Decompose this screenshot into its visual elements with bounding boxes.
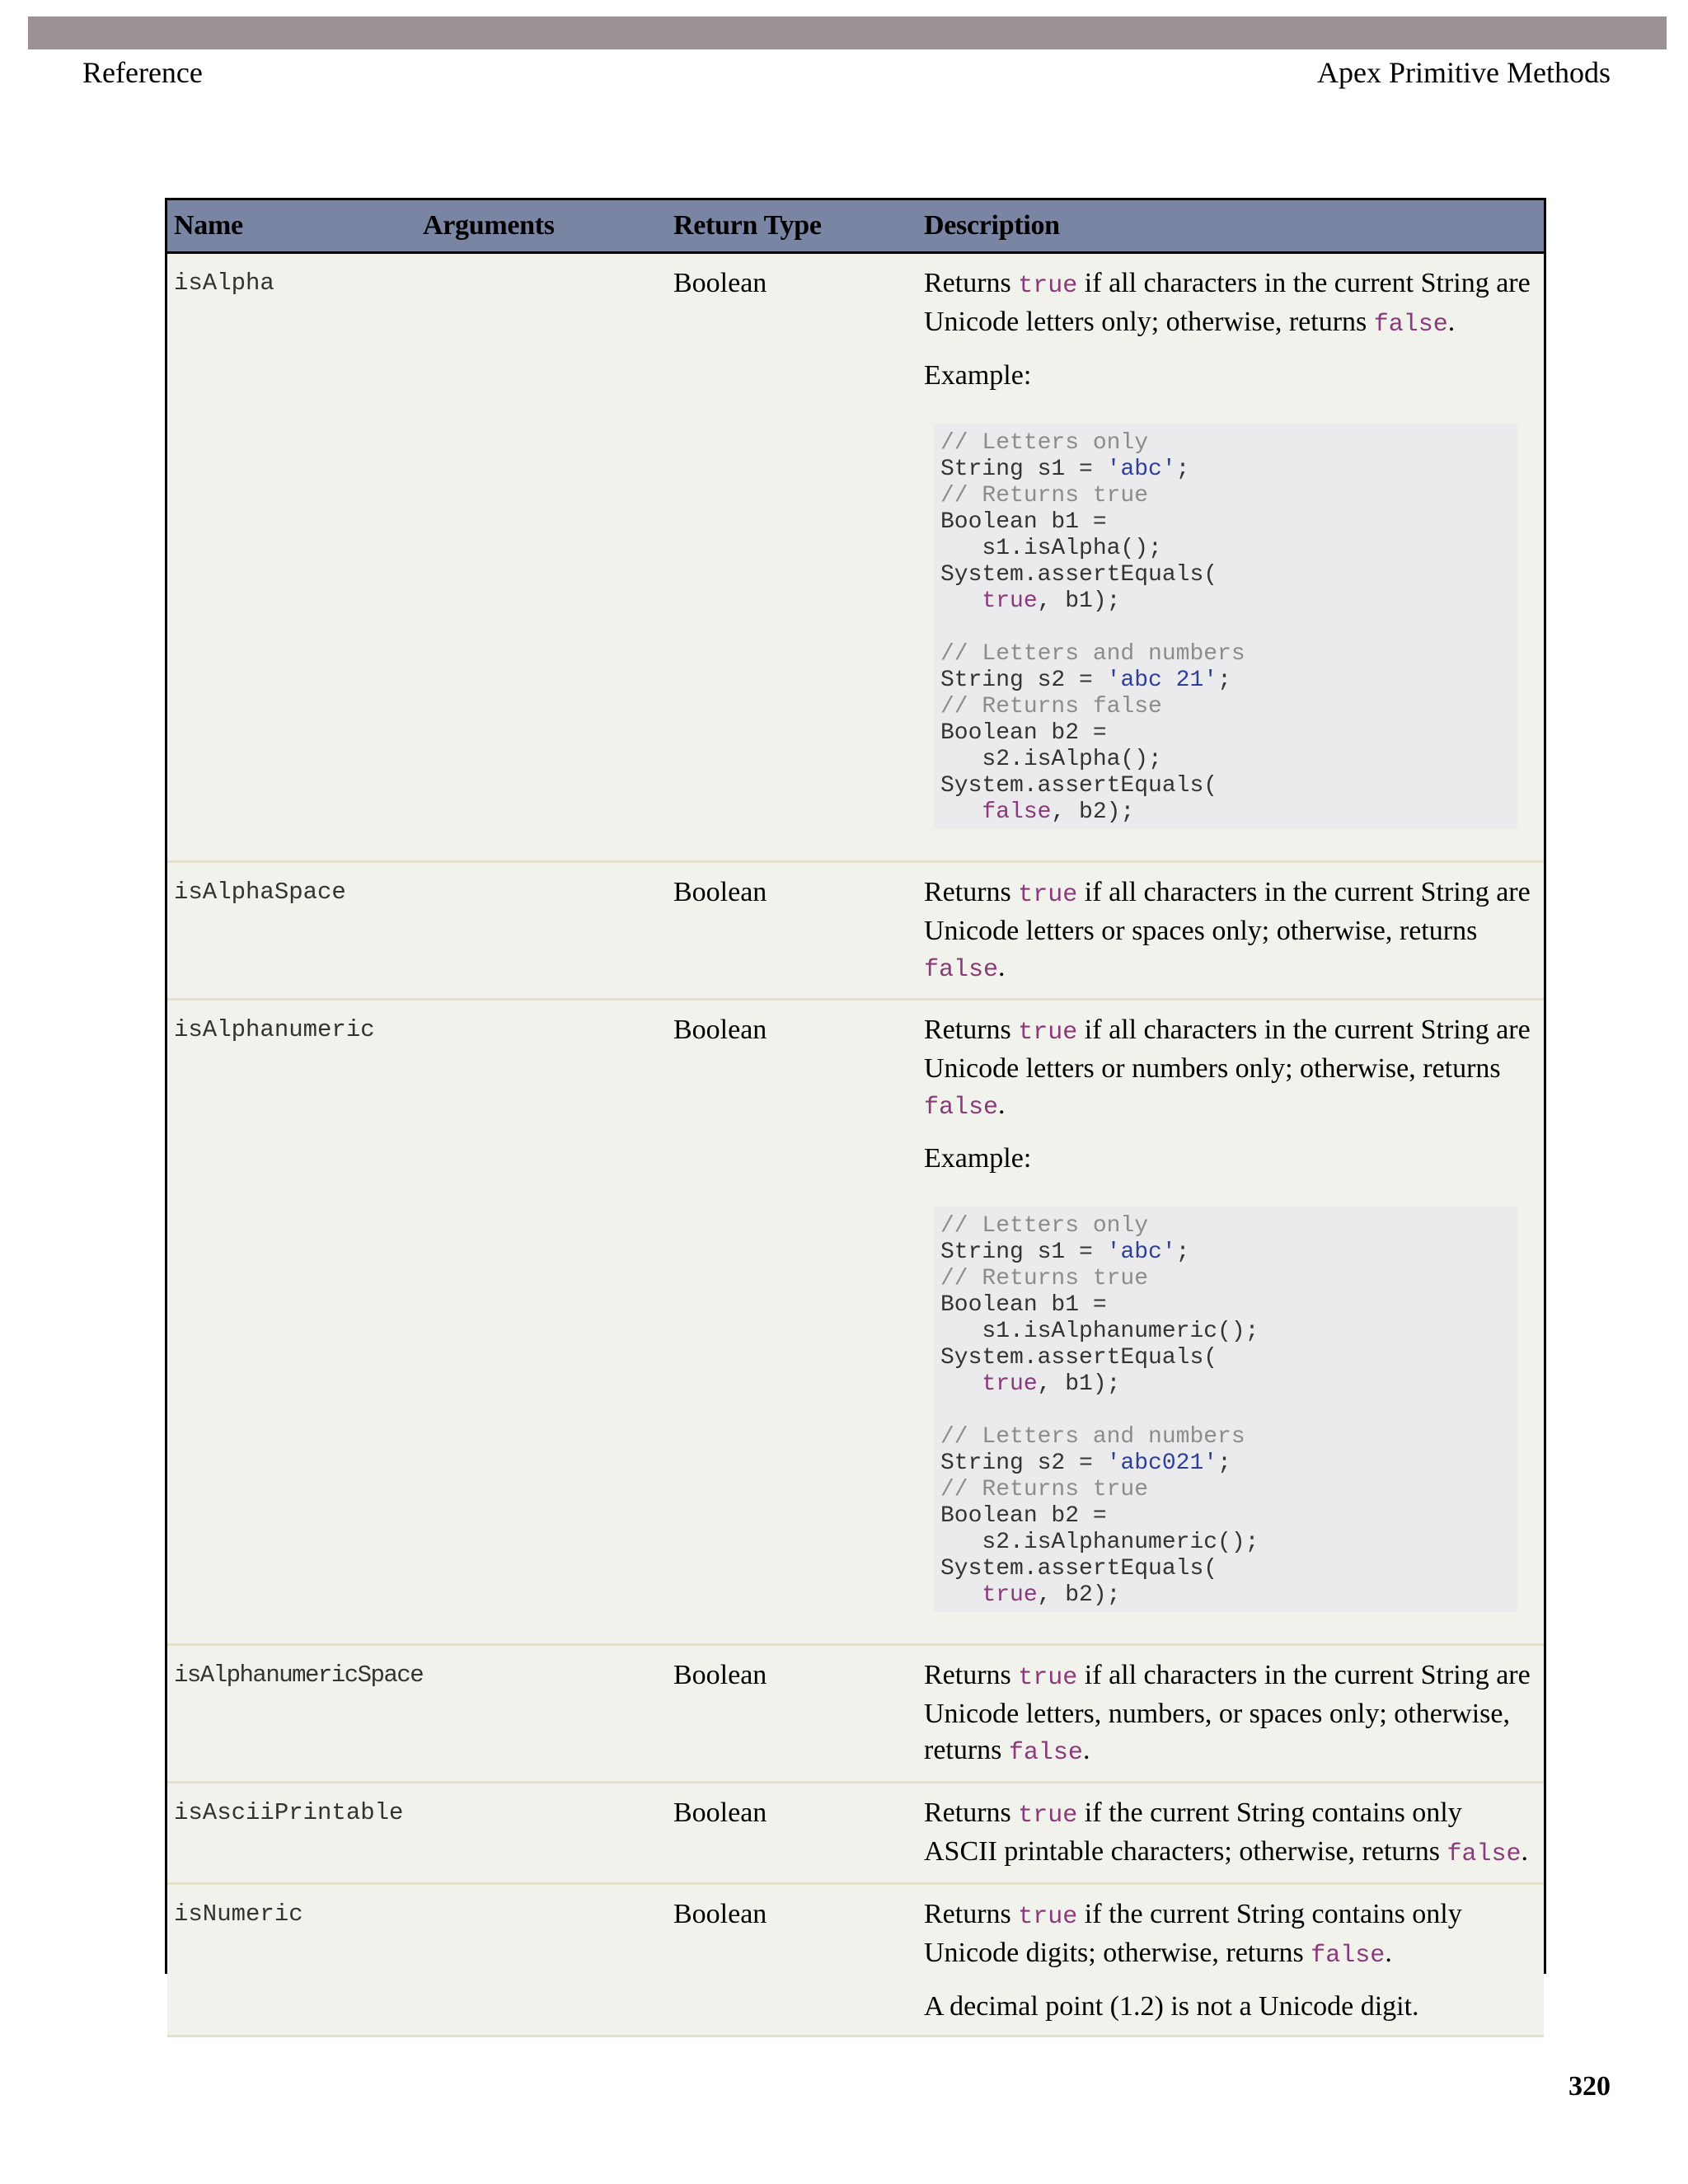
method-name: isAlphaSpace [167, 862, 416, 1000]
method-arguments [416, 1645, 667, 1783]
page-number: 320 [1568, 2071, 1611, 2102]
method-description [917, 253, 1544, 862]
example-label: Example: [924, 1143, 1032, 1174]
method-arguments [416, 1884, 667, 2036]
method-description [917, 1884, 1544, 2036]
method-arguments [416, 862, 667, 1000]
method-arguments [416, 1783, 667, 1884]
description-text: Returns true if all characters in the current String are Unicode letters only; otherwise, returns false. [924, 268, 1531, 339]
column-header-name: Name [167, 200, 416, 253]
method-description [917, 1645, 1544, 1783]
description-text: Returns true if the current String contains only ASCII printable characters; otherwise, returns false. [924, 1797, 1528, 1868]
table-header-row [167, 200, 1544, 253]
table-row [167, 1645, 1544, 1783]
method-return-type: Boolean [667, 1783, 917, 1884]
table-row [167, 253, 1544, 862]
true-keyword: true [1018, 1903, 1078, 1931]
description-text: Returns true if the current String contains only Unicode digits; otherwise, returns false. [924, 1899, 1462, 1970]
method-name: isAlphanumeric [167, 1000, 416, 1645]
method-name: isAlpha [167, 253, 416, 862]
false-keyword: false [924, 1094, 999, 1122]
top-bar [28, 16, 1667, 49]
method-arguments [416, 253, 667, 862]
table-row [167, 1884, 1544, 2036]
true-keyword: true [1018, 272, 1078, 300]
table-row [167, 1783, 1544, 1884]
code-example: // Letters only String s1 = 'abc'; // Returns true Boolean b1 = s1.isAlpha(); System.assertEquals( true, b1); // Letters and numbers String s2 = 'abc 21'; // Returns false Boolean b2 = s2.isAlpha(); System.assertEquals( false, b2); [934, 424, 1517, 829]
method-return-type: Boolean [667, 1000, 917, 1645]
code-example: // Letters only String s1 = 'abc'; // Returns true Boolean b1 = s1.isAlphanumeric(); System.assertEquals( true, b1); // Letters and numbers String s2 = 'abc021'; // Returns true Boolean b2 = s2.isAlphanumeric(); System.assertEquals( true, b2); [934, 1207, 1517, 1612]
method-name: isNumeric [167, 1884, 416, 2036]
header-section-title: Reference [82, 56, 203, 89]
description-note: A decimal point (1.2) is not a Unicode digit. [924, 1991, 1419, 2022]
method-return-type: Boolean [667, 1645, 917, 1783]
false-keyword: false [1447, 1840, 1522, 1868]
true-keyword: true [1018, 1802, 1078, 1830]
description-text: Returns true if all characters in the current String are Unicode letters or numbers only; otherwise, returns false. [924, 1015, 1531, 1122]
method-return-type: Boolean [667, 1884, 917, 2036]
column-header-return-type: Return Type [667, 200, 917, 253]
true-keyword: true [1018, 1664, 1078, 1692]
false-keyword: false [1311, 1942, 1386, 1970]
method-name: isAsciiPrintable [167, 1783, 416, 1884]
example-label: Example: [924, 360, 1032, 391]
method-arguments [416, 1000, 667, 1645]
table-row [167, 862, 1544, 1000]
method-return-type: Boolean [667, 253, 917, 862]
column-header-arguments: Arguments [416, 200, 667, 253]
false-keyword: false [1008, 1739, 1083, 1767]
false-keyword: false [924, 956, 999, 984]
method-return-type: Boolean [667, 862, 917, 1000]
method-name: isAlphanumericSpace [167, 1645, 416, 1783]
table-row [167, 1000, 1544, 1645]
method-description [917, 862, 1544, 1000]
methods-table [167, 200, 1544, 2037]
true-keyword: true [1018, 1019, 1078, 1047]
false-keyword: false [1373, 311, 1448, 339]
header-chapter-title: Apex Primitive Methods [1317, 56, 1611, 89]
description-text: Returns true if all characters in the current String are Unicode letters, numbers, or spaces only; otherwise, returns false. [924, 1660, 1531, 1767]
column-header-description: Description [917, 200, 1544, 253]
method-description [917, 1000, 1544, 1645]
methods-table-container [165, 198, 1546, 2022]
method-description [917, 1783, 1544, 1884]
true-keyword: true [1018, 881, 1078, 909]
description-text: Returns true if all characters in the current String are Unicode letters or spaces only; otherwise, returns false. [924, 877, 1531, 984]
